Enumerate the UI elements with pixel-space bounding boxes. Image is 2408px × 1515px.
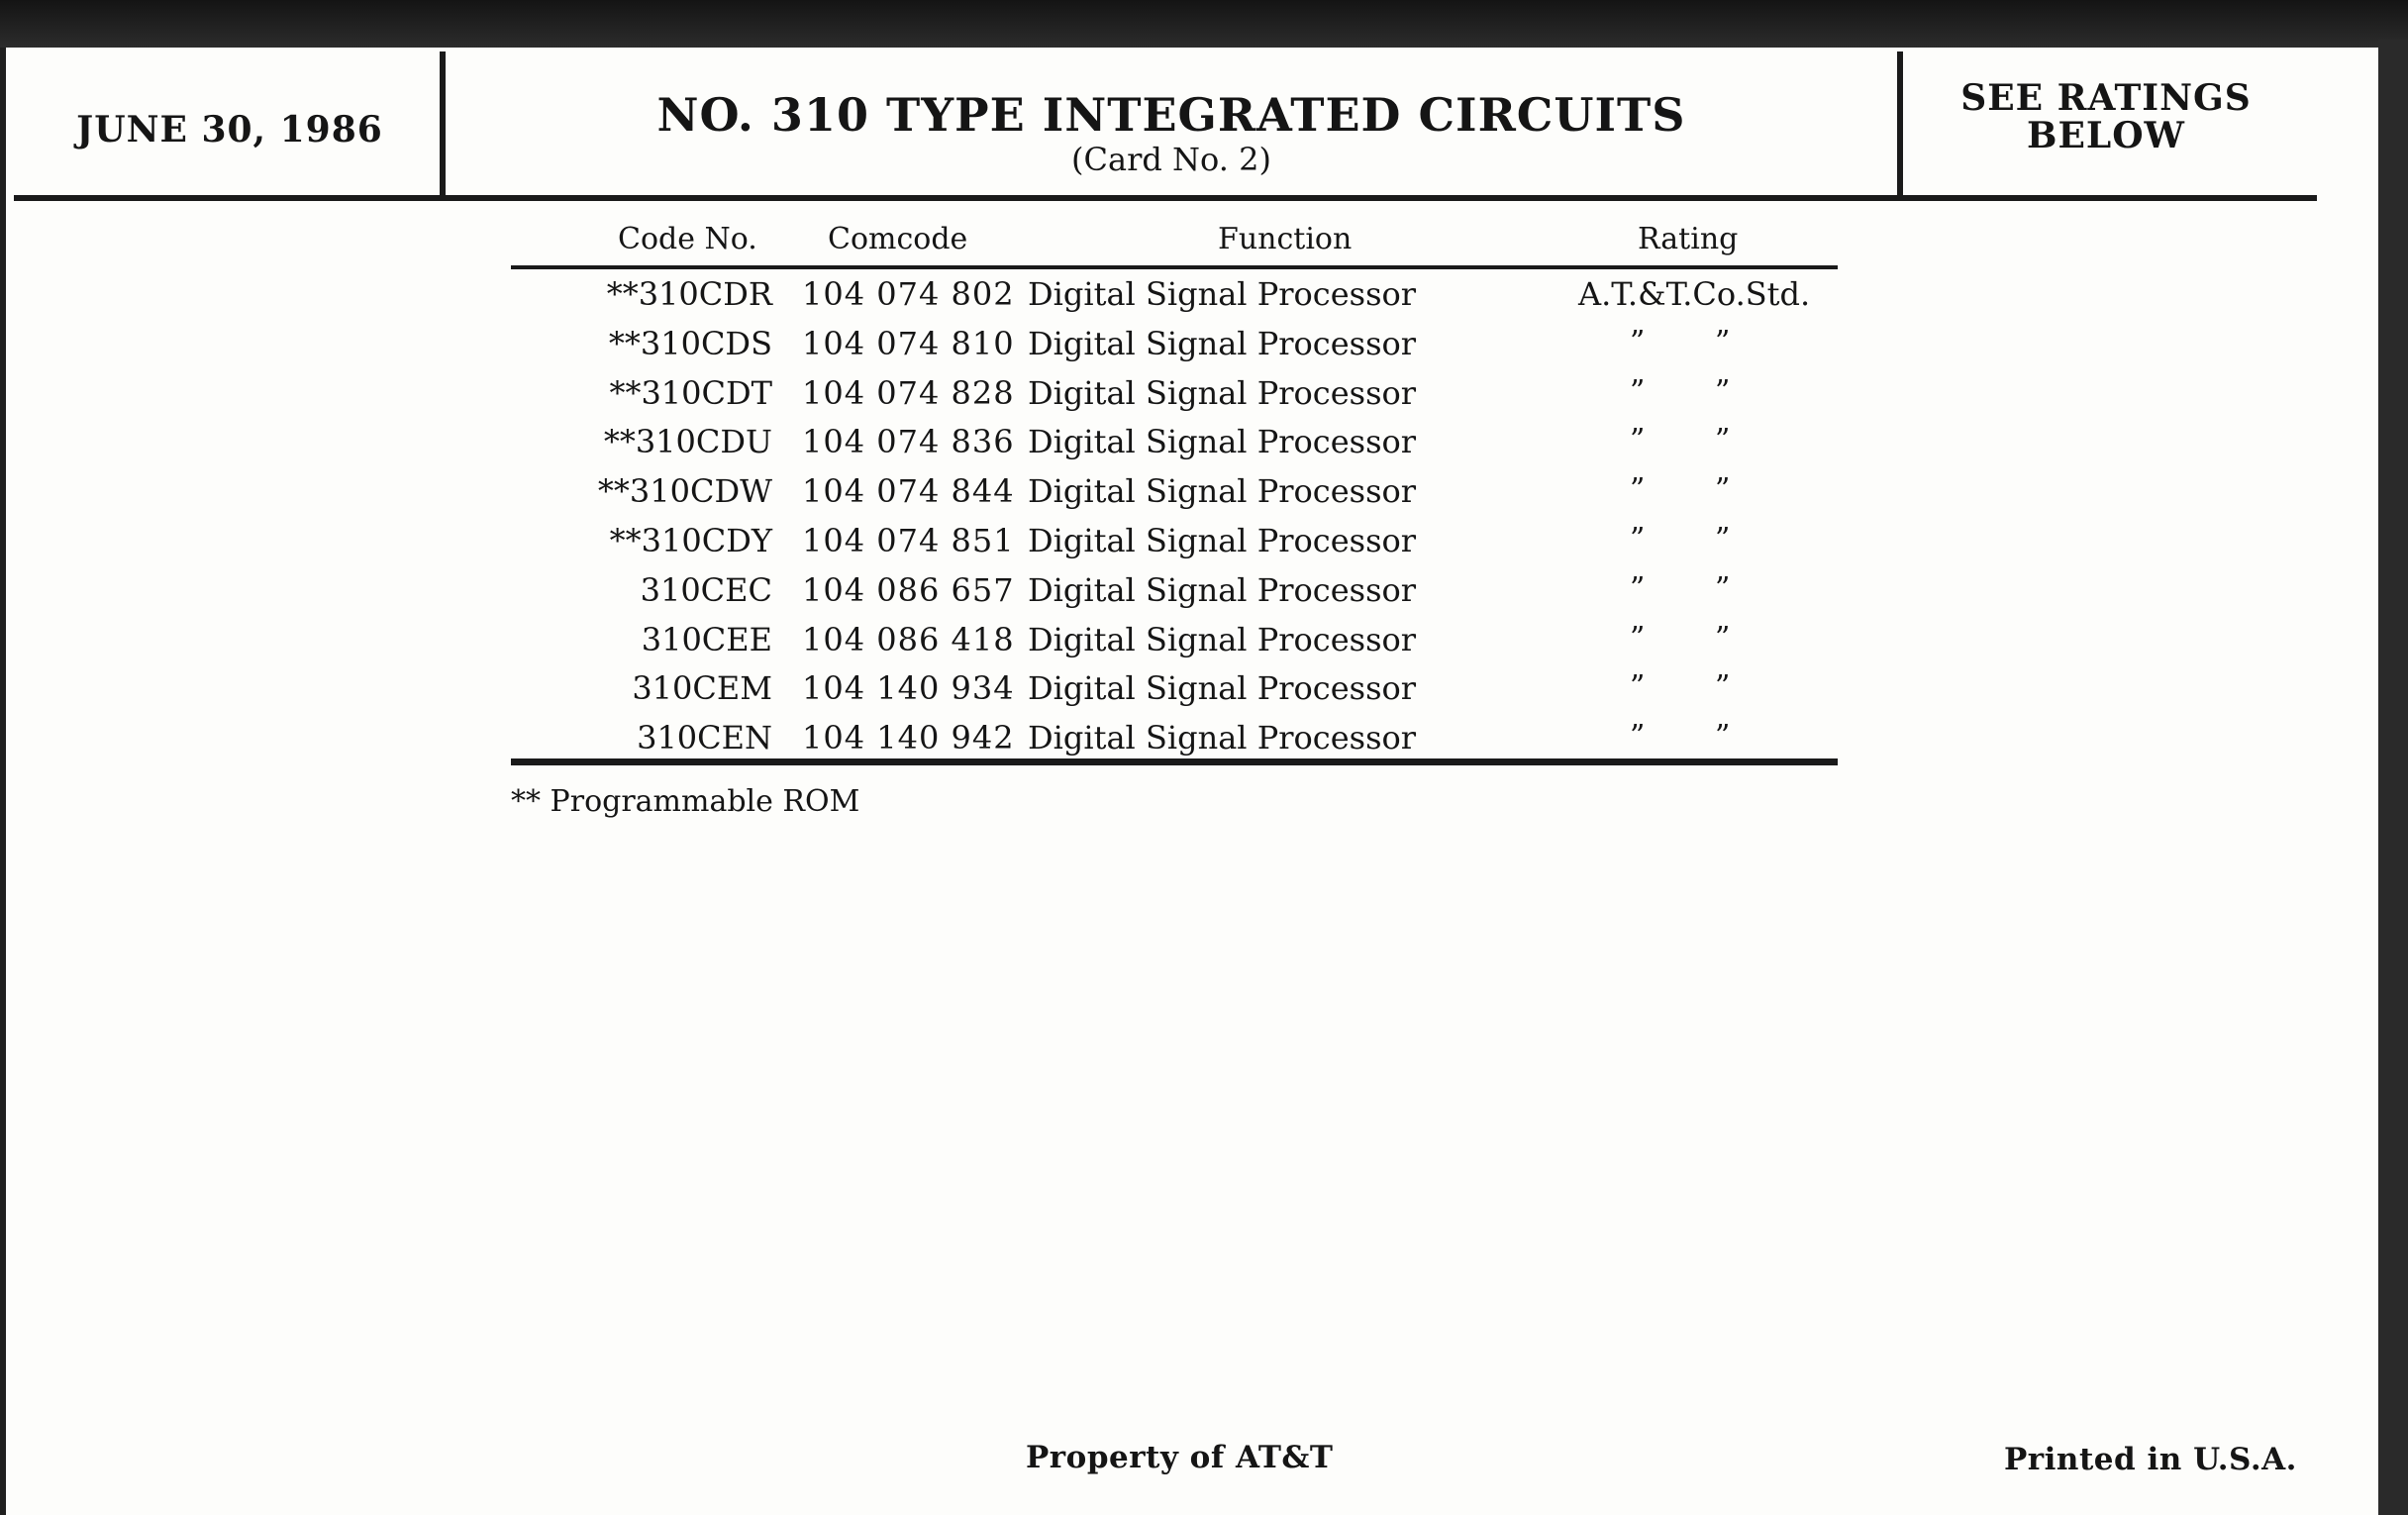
cell-rating-ditto-2: ”: [1715, 570, 1731, 606]
cell-rating-ditto-2: ”: [1715, 373, 1731, 409]
card-date: JUNE 30, 1986: [76, 109, 383, 151]
table-row: [511, 567, 1838, 617]
ratings-note: [1903, 79, 2309, 154]
cell-function: Digital Signal Processor: [1028, 669, 1417, 708]
cell-comcode: 104 074 802: [802, 275, 1015, 313]
cell-rating-ditto-1: ”: [1630, 373, 1646, 409]
cell-comcode: 104 074 828: [802, 373, 1015, 412]
ratings-note-line1: SEE RATINGS: [1960, 77, 2252, 119]
cell-comcode: 104 140 942: [802, 719, 1015, 758]
table-row: [511, 715, 1838, 764]
cell-rating-ditto-1: ”: [1630, 324, 1646, 359]
cell-code: **310CDW: [597, 472, 772, 511]
cell-rating-ditto-2: ”: [1715, 423, 1731, 458]
cell-comcode: 104 074 844: [802, 472, 1015, 511]
cell-code: **310CDR: [606, 275, 772, 313]
cell-comcode: 104 074 836: [802, 423, 1015, 461]
column-header-comcode: Comcode: [828, 222, 968, 256]
cell-code: **310CDS: [608, 324, 772, 362]
cell-rating-ditto-2: ”: [1715, 620, 1731, 656]
table-row: [511, 370, 1838, 420]
table-rule-top: [511, 265, 1838, 269]
footer-property: Property of AT&T: [1026, 1440, 1334, 1475]
scan-border-top: [0, 0, 2408, 48]
header-rule: [14, 195, 2317, 201]
cell-function: Digital Signal Processor: [1028, 373, 1417, 412]
cell-rating-ditto-2: ”: [1715, 324, 1731, 359]
table-row: [511, 617, 1838, 666]
table-row: [511, 271, 1838, 321]
cell-rating-ditto-1: ”: [1630, 669, 1646, 705]
cell-code: **310CDU: [603, 423, 772, 461]
cell-rating-ditto-2: ”: [1715, 521, 1731, 556]
table-body: [511, 271, 1838, 764]
footer-printed: Printed in U.S.A.: [2004, 1442, 2297, 1477]
cell-rating-ditto-1: ”: [1630, 719, 1646, 755]
ratings-note-line2: BELOW: [2027, 115, 2185, 156]
title-block: [446, 87, 1897, 176]
column-header-code: Code No.: [618, 222, 757, 256]
cell-rating-ditto-2: ”: [1715, 472, 1731, 508]
cell-function: Digital Signal Processor: [1028, 719, 1417, 758]
cell-code: 310CEE: [641, 620, 772, 658]
cell-comcode: 104 140 934: [802, 669, 1015, 708]
cell-rating-ditto-1: ”: [1630, 472, 1646, 508]
cell-function: Digital Signal Processor: [1028, 472, 1417, 511]
cell-comcode: 104 086 657: [802, 570, 1015, 609]
cell-comcode: 104 086 418: [802, 620, 1015, 658]
table-row: [511, 321, 1838, 370]
cell-function: Digital Signal Processor: [1028, 423, 1417, 461]
cell-comcode: 104 074 851: [802, 521, 1015, 559]
cell-function: Digital Signal Processor: [1028, 570, 1417, 609]
footnote: ** Programmable ROM: [511, 784, 860, 819]
cell-code: 310CEC: [640, 570, 772, 609]
cell-code: **310CDY: [609, 521, 772, 559]
cell-rating-ditto-1: ”: [1630, 423, 1646, 458]
cell-rating: A.T.&T.Co.Std.: [1578, 275, 1811, 313]
cell-code: **310CDT: [609, 373, 772, 412]
table-header: [511, 218, 1838, 265]
column-header-rating: Rating: [1638, 222, 1739, 256]
cell-rating-ditto-2: ”: [1715, 669, 1731, 705]
cell-rating-ditto-1: ”: [1630, 620, 1646, 656]
cell-function: Digital Signal Processor: [1028, 521, 1417, 559]
cell-function: Digital Signal Processor: [1028, 620, 1417, 658]
table-row: [511, 419, 1838, 468]
cell-function: Digital Signal Processor: [1028, 275, 1417, 313]
card-number: (Card No. 2): [1071, 141, 1271, 178]
cell-comcode: 104 074 810: [802, 324, 1015, 362]
scan-border-right: [2378, 40, 2408, 1515]
page-title: NO. 310 TYPE INTEGRATED CIRCUITS: [656, 88, 1686, 142]
table-row: [511, 518, 1838, 567]
circuits-table: [511, 218, 1838, 758]
cell-rating-ditto-1: ”: [1630, 521, 1646, 556]
cell-function: Digital Signal Processor: [1028, 324, 1417, 362]
table-row: [511, 468, 1838, 518]
column-header-function: Function: [1218, 222, 1353, 256]
cell-code: 310CEN: [637, 719, 772, 758]
cell-code: 310CEM: [632, 669, 772, 708]
cell-rating-ditto-1: ”: [1630, 570, 1646, 606]
table-rule-bottom: [511, 758, 1838, 765]
cell-rating-ditto-2: ”: [1715, 719, 1731, 755]
table-row: [511, 665, 1838, 715]
